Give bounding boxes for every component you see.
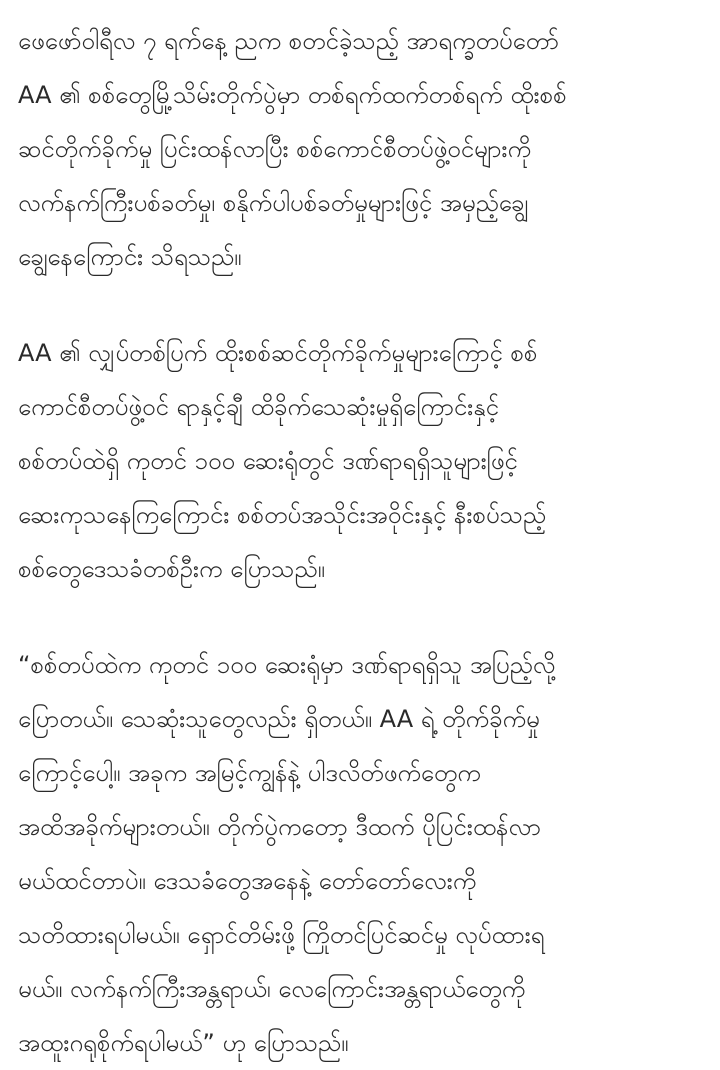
text-line: ကောင်စီတပ်ဖွဲ့ဝင် ရာနှင့်ချီ ထိခိုက်သေဆုံးမှုရှိကြောင်းနှင့် <box>18 393 499 421</box>
text-line: ဆေးကုသနေကြကြောင်း စစ်တပ်အသိုင်းအဝိုင်းနှင့် နီးစပ်သည့် <box>18 501 547 529</box>
paragraph-3-quote <box>18 638 708 1070</box>
text-line: လက်နက်ကြီးပစ်ခတ်မှု၊ စနိုက်ပါပစ်ခတ်မှုများဖြင့် အမှည့်ချွေ <box>18 189 529 217</box>
text-line: မယ်ထင်တာပဲ။ ဒေသခံတွေအနေနဲ့ တော်တော်လေးကို <box>18 867 477 895</box>
article-body <box>18 14 708 1070</box>
text-line: အထိအခိုက်များတယ်။ တိုက်ပွဲကတော့ ဒီထက် ပိုပြင်းထန်လာ <box>18 813 541 841</box>
text-line: ချွေနေကြောင်း သိရသည်။ <box>18 243 242 271</box>
paragraph-1 <box>18 14 708 284</box>
paragraph-spacer <box>18 284 708 326</box>
text-line: AA ၏ စစ်တွေမြို့သိမ်းတိုက်ပွဲမှာ တစ်ရက်ထက်တစ်ရက် ထိုးစစ် <box>18 81 567 109</box>
text-line: AA ၏ လျှပ်တစ်ပြက် ထိုးစစ်ဆင်တိုက်ခိုက်မှုများကြောင့် စစ် <box>18 339 538 367</box>
text-line: သတိထားရပါမယ်။ ရှောင်တိမ်းဖို့ ကြိုတင်ပြင်ဆင်မှု လုပ်ထားရ <box>18 921 545 949</box>
text-line: “စစ်တပ်ထဲက ကုတင် ၁၀၀ ဆေးရုံမှာ ဒဏ်ရာရရှိသူ အပြည့်လို့ <box>18 651 556 679</box>
text-line: ပြောတယ်။ သေဆုံးသူတွေလည်း ရှိတယ်။ AA ရဲ့ တိုက်ခိုက်မှု <box>18 705 540 733</box>
paragraph-2 <box>18 326 708 596</box>
text-line: စစ်တပ်ထဲရှိ ကုတင် ၁၀၀ ဆေးရုံတွင် ဒဏ်ရာရရှိသူများဖြင့် <box>18 447 518 475</box>
paragraph-spacer <box>18 596 708 638</box>
text-line: စစ်တွေဒေသခံတစ်ဦးက ပြောသည်။ <box>18 555 325 583</box>
text-line: အထူးဂရုစိုက်ရပါမယ်” ဟု ပြောသည်။ <box>18 1029 349 1057</box>
text-line: ဖေဖော်ဝါရီလ ၇ ရက်နေ့ ညက စတင်ခဲ့သည့် အာရက္ခတပ်တော် <box>18 27 559 55</box>
text-line: ဆင်တိုက်ခိုက်မှု ပြင်းထန်လာပြီး စစ်ကောင်စီတပ်ဖွဲ့ဝင်များကို <box>18 135 531 163</box>
text-line: ကြောင့်ပေါ့။ အခုက အမြင့်ကျွန်နဲ့ ပါဒလိတ်ဖက်တွေက <box>18 759 481 787</box>
text-line: မယ်။ လက်နက်ကြီးအန္တရာယ်၊ လေကြောင်းအန္တရာယ်တွေကို <box>18 975 526 1003</box>
